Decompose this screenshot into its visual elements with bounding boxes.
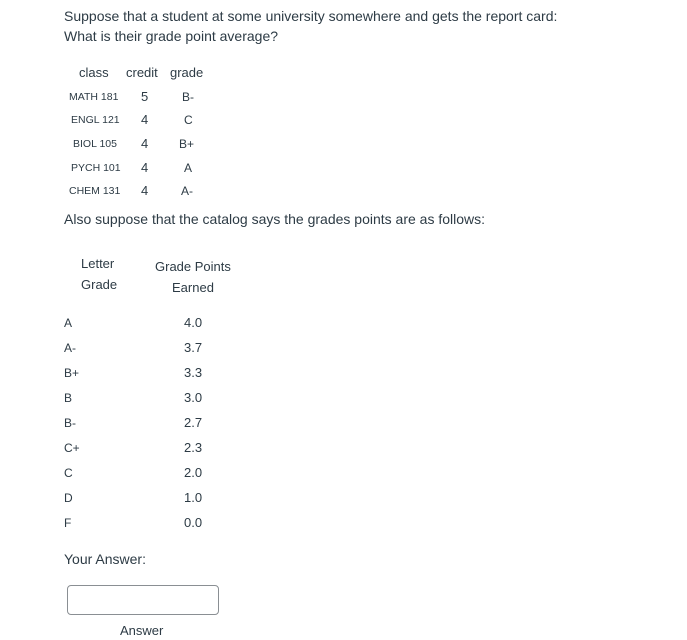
report-card-credit: 5 xyxy=(141,89,149,104)
grade-points-header-letter: Letter xyxy=(81,256,115,271)
report-card-grade: C xyxy=(184,113,193,127)
grade-points-value: 3.0 xyxy=(184,390,203,405)
catalog-intro-text: Also suppose that the catalog says the grades points are as follows: xyxy=(64,211,486,227)
grade-points-letter: C+ xyxy=(64,441,80,455)
question-text-line-2: What is their grade point average? xyxy=(64,28,279,44)
grade-points-letter: A xyxy=(64,316,73,330)
report-card-class: ENGL 121 xyxy=(71,114,120,126)
report-card-credit: 4 xyxy=(141,112,149,127)
report-card-credit: 4 xyxy=(141,136,149,151)
answer-caption: Answer xyxy=(120,623,164,638)
report-card-grade: B+ xyxy=(179,137,195,151)
report-card-header-class: class xyxy=(79,65,109,80)
grade-points-letter: D xyxy=(64,491,73,505)
report-card-class: CHEM 131 xyxy=(69,185,121,197)
your-answer-label: Your Answer: xyxy=(64,551,146,567)
grade-points-letter: B- xyxy=(64,416,76,430)
report-card-credit: 4 xyxy=(141,183,149,198)
grade-points-value: 3.7 xyxy=(184,340,203,355)
report-card-grade: B- xyxy=(182,90,194,104)
grade-points-value: 4.0 xyxy=(184,315,203,330)
grade-points-value: 2.3 xyxy=(184,440,203,455)
answer-input[interactable] xyxy=(67,585,219,615)
grade-points-value: 1.0 xyxy=(184,490,203,505)
report-card-grade: A xyxy=(184,161,193,175)
report-card-class: MATH 181 xyxy=(69,91,119,103)
grade-points-header-points: Earned xyxy=(172,280,214,295)
report-card-class: PYCH 101 xyxy=(71,162,121,174)
question-text-line-1: Suppose that a student at some university somewhere and gets the report card: xyxy=(64,8,558,24)
grade-points-letter: F xyxy=(64,516,72,530)
grade-points-letter: B+ xyxy=(64,366,80,380)
grade-points-value: 0.0 xyxy=(184,515,203,530)
grade-points-letter: B xyxy=(64,391,73,405)
grade-points-header-letter: Grade xyxy=(81,277,118,292)
grade-points-header-points: Grade Points xyxy=(155,259,231,274)
report-card-header-grade: grade xyxy=(170,65,204,80)
report-card-header-credit: credit xyxy=(126,65,158,80)
grade-points-letter: C xyxy=(64,466,73,480)
grade-points-value: 2.7 xyxy=(184,415,203,430)
grade-points-value: 2.0 xyxy=(184,465,203,480)
report-card-class: BIOL 105 xyxy=(73,138,117,150)
grade-points-letter: A- xyxy=(64,341,76,355)
report-card-grade: A- xyxy=(181,184,193,198)
grade-points-value: 3.3 xyxy=(184,365,203,380)
report-card-credit: 4 xyxy=(141,160,149,175)
